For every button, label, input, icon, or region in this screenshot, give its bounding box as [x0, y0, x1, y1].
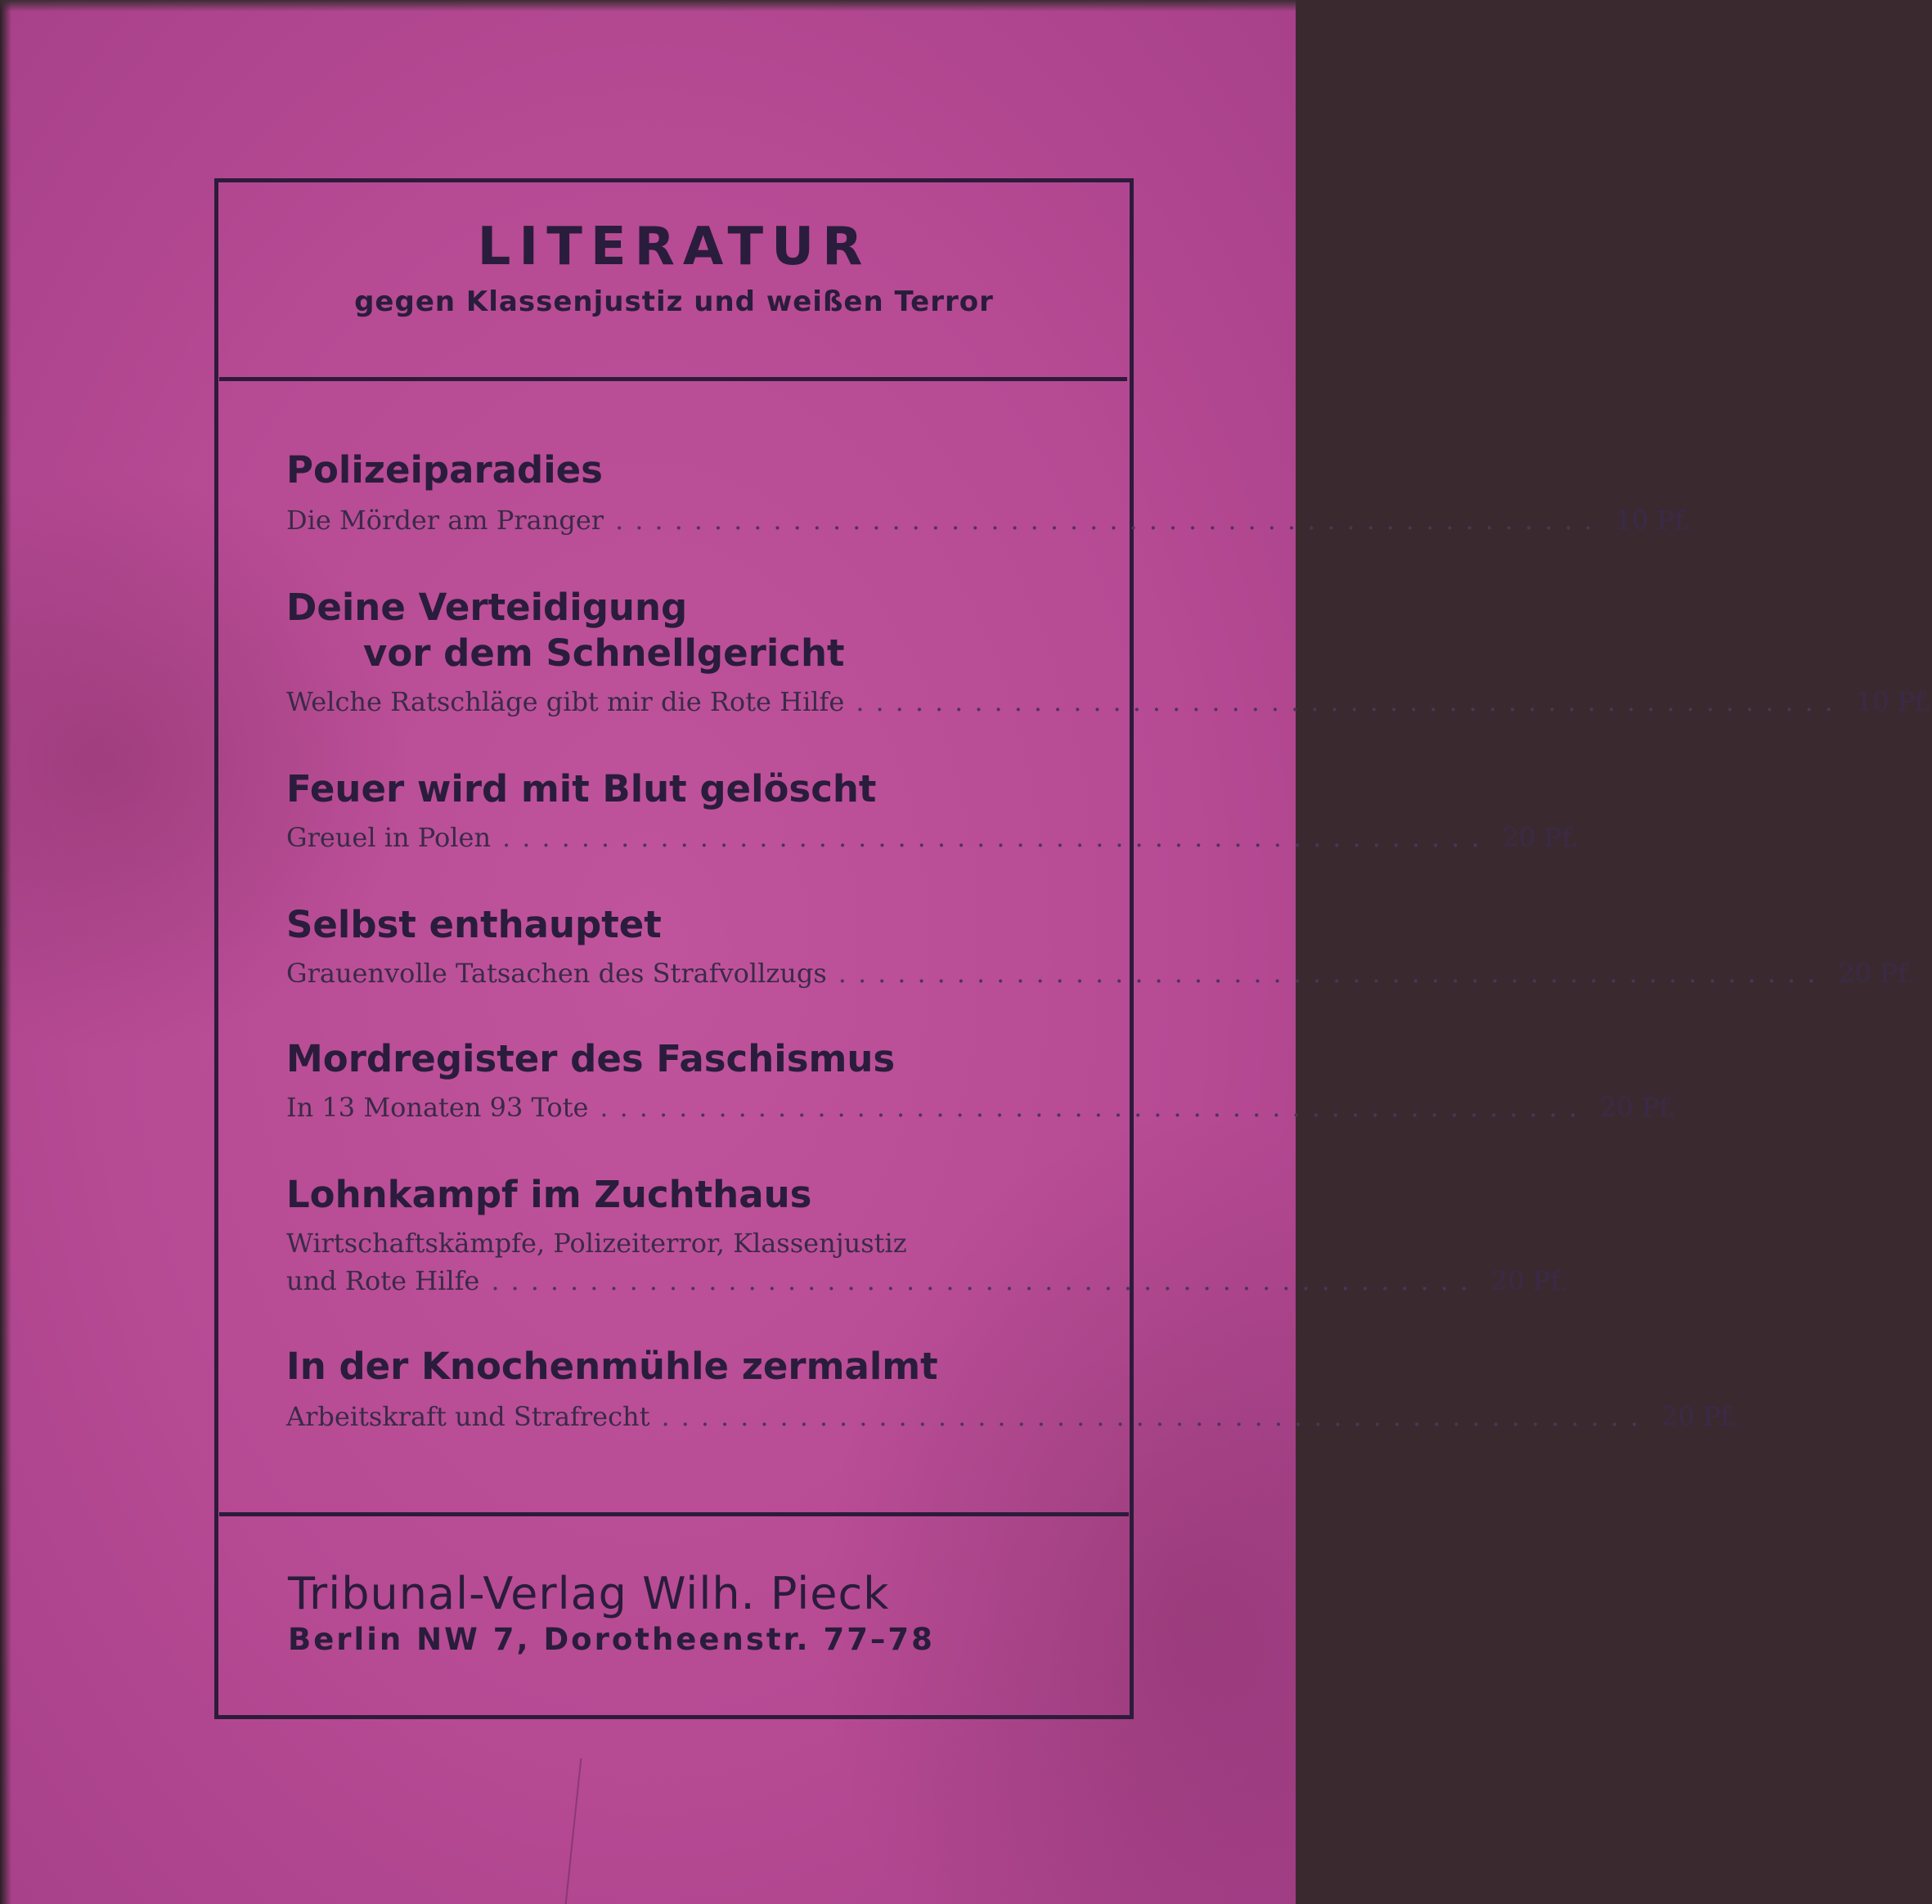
footer-divider: [219, 1512, 1129, 1516]
item-price: 10 Pf.: [1615, 505, 1692, 536]
publisher-name: Tribunal-Verlag Wilh. Pieck: [288, 1568, 890, 1619]
header-divider: [219, 377, 1127, 381]
item-description: Wirtschaftskämpfe, Polizeiterror, Klassenjustiz: [286, 1228, 907, 1259]
item-price: 20 Pf.: [1490, 1265, 1568, 1296]
paper-tear: [565, 1758, 615, 1904]
page-subtitle: gegen Klassenjustiz und weißen Terror: [354, 285, 994, 318]
item-title: Deine Verteidigung: [286, 586, 688, 629]
item-description-row: [286, 1265, 1568, 1296]
content-frame: [214, 178, 1134, 1719]
item-description: Welche Ratschläge gibt mir die Rote Hilfe: [286, 686, 845, 717]
item-title-continued: vor dem Schnellgericht: [363, 631, 845, 675]
item-description: Grauenvolle Tatsachen des Strafvollzugs: [286, 958, 827, 989]
item-description: und Rote Hilfe: [286, 1265, 480, 1296]
dot-leader: ..................................................: [600, 1092, 1589, 1123]
item-title: Polizeiparadies: [286, 448, 603, 492]
item-title: In der Knochenmühle zermalmt: [286, 1345, 938, 1388]
dot-leader: ..................................................: [502, 822, 1491, 853]
item-price: 20 Pf.: [1838, 958, 1915, 989]
item-price: 20 Pf.: [1600, 1092, 1677, 1123]
item-price: 10 Pf.: [1855, 686, 1932, 717]
paper-edge-top: [0, 0, 1296, 11]
item-title: Lohnkampf im Zuchthaus: [286, 1173, 812, 1216]
dot-leader: ..................................................: [661, 1401, 1651, 1432]
paper-edge-left: [0, 0, 11, 1904]
item-title: Feuer wird mit Blut gelöscht: [286, 767, 877, 811]
publisher-address: Berlin NW 7, Dorotheenstr. 77–78: [288, 1622, 935, 1657]
item-description: In 13 Monaten 93 Tote: [286, 1092, 589, 1123]
item-price: 20 Pf.: [1502, 822, 1579, 853]
item-description-row: [286, 505, 1692, 536]
item-description-row: [286, 1092, 1677, 1123]
item-description-row: [286, 686, 1932, 717]
item-description: Die Mörder am Pranger: [286, 505, 604, 536]
item-description-row: [286, 822, 1579, 853]
item-description: Greuel in Polen: [286, 822, 492, 853]
item-title: Selbst enthauptet: [286, 903, 662, 946]
item-title: Mordregister des Faschismus: [286, 1037, 896, 1080]
dot-leader: ..................................................: [856, 686, 1844, 717]
item-description: Arbeitskraft und Strafrecht: [286, 1401, 650, 1432]
item-description-row: [286, 958, 1915, 989]
dot-leader: ..................................................: [838, 958, 1827, 989]
page-title: LITERATUR: [477, 217, 871, 277]
item-description-row: [286, 1401, 1738, 1432]
dot-leader: ..................................................: [615, 505, 1604, 536]
item-price: 20 Pf.: [1661, 1401, 1738, 1432]
dot-leader: ..................................................: [491, 1265, 1480, 1296]
